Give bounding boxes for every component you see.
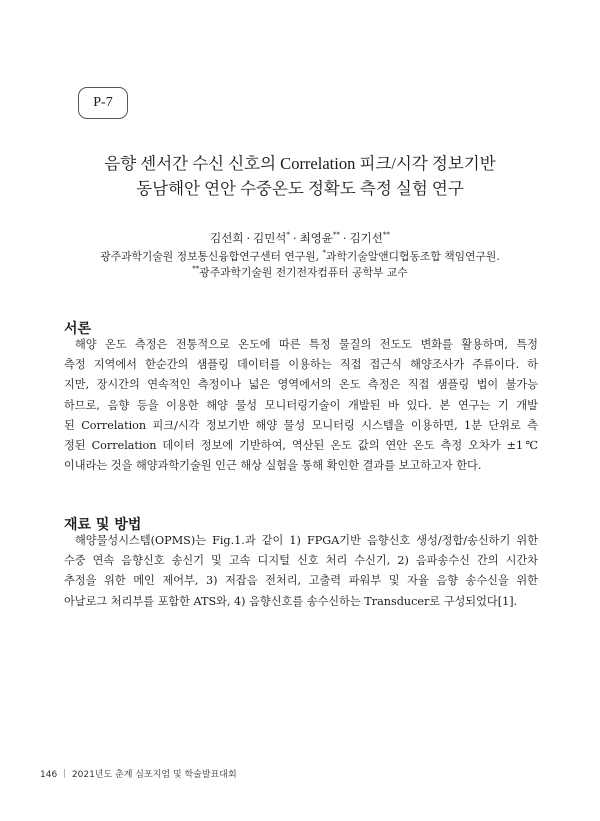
author-separator: · (342, 231, 347, 245)
author-separator: · (292, 231, 297, 245)
affiliation-text: 과학기술알앤디협동조합 책임연구원. (326, 250, 500, 263)
title-line-1: 음향 센서간 수신 신호의 Correlation 피크/시각 정보기반 (104, 154, 496, 173)
text-line: 하므로, 음향 등을 이용한 해양 물성 모니터링기술이 개발된 바 있다. 본 연구는 기 개발 (64, 398, 538, 412)
affiliation-mark: * (286, 231, 290, 239)
methods-paragraph (64, 531, 538, 612)
text-line: 정된 Correlation 데이터 정보에 기반하여, 역산된 온도 값의 연안 온도 측정 오차가 ±1℃ (64, 439, 538, 453)
affiliation-mark: ** (332, 231, 340, 239)
text-line: 해양 온도 측정은 전통적으로 온도에 따른 특정 물질의 전도도 변화를 활용하며, 특정 (75, 338, 538, 351)
text-line: 된 Correlation 피크/시각 정보기반 해양 물성 모니터링 시스템을 이용하면, 1분 단위로 측 (64, 418, 538, 432)
poster-number-badge: P-7 (78, 87, 128, 119)
text-line: 아날로그 처리부를 포함한 ATS와, 4) 음향신호를 송수신하는 Transducer로 구성되었다[1]. (64, 594, 518, 608)
author-name: 김민석 (253, 231, 287, 245)
affiliation-mark: ** (192, 265, 200, 273)
author-name: 최영윤 (299, 231, 333, 245)
text-line: 지만, 장시간의 연속적인 측정이나 넓은 영역에서의 온도 측정은 직접 샘플링 법이 불가능 (64, 378, 538, 392)
affiliation-text: 광주과학기술원 전기전자컴퓨터 공학부 교수 (199, 266, 408, 279)
affiliation-text: 광주과학기술원 정보통신융합연구센터 연구원, (100, 250, 323, 263)
text-line: 이내라는 것을 해양과학기술원 인근 해상 실험을 통해 확인한 결과를 보고하고자 한다. (64, 459, 482, 473)
text-line: 해양물성시스템(OPMS)는 Fig.1.과 같이 1) FPGA기반 음향신호 생성/정합/송신하기 위한 (75, 534, 538, 547)
text-line: 추정을 위한 메인 제어부, 3) 저잡음 전처리, 고출력 파워부 및 자율 음향 송수신을 위한 (64, 574, 538, 588)
title-line-2: 동남해안 연안 수중온도 정확도 측정 실험 연구 (136, 179, 464, 198)
section-heading-introduction: 서론 (64, 321, 92, 337)
introduction-paragraph (64, 335, 538, 476)
author-name: 김선희 (210, 231, 244, 245)
page-footer: 146 ｜ 2021년도 춘계 심포지엄 및 학술발표대회 (40, 770, 237, 780)
affiliation-mark: ** (382, 231, 390, 239)
affiliation-line-2 (40, 265, 560, 280)
text-line: 측정 지역에서 한순간의 샘플링 데이터를 이용하는 직접 접근식 해양조사가 주류이다. 하 (64, 358, 538, 372)
author-list (40, 230, 560, 246)
section-heading-methods: 재료 및 방법 (64, 517, 142, 533)
affiliation-mark: * (322, 249, 327, 257)
affiliation-line-1 (40, 249, 560, 264)
author-separator: · (246, 231, 251, 245)
author-name: 김기선 (349, 231, 383, 245)
text-line: 수중 연속 음향신호 송신기 및 고속 디지털 신호 처리 수신기, 2) 음파송수신 간의 시간차 (64, 554, 538, 568)
